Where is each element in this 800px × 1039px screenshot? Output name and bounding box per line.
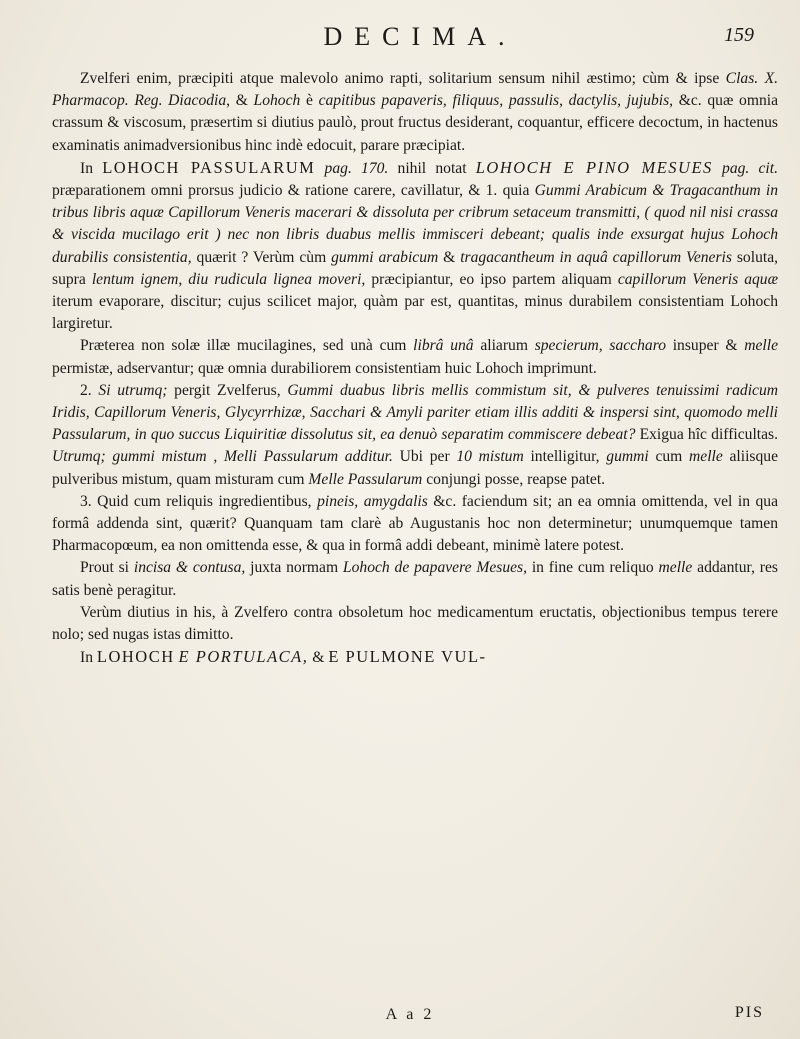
text-run: juxta normam: [245, 559, 343, 577]
paragraph-7: [52, 602, 778, 646]
text-run: E PULMONE VUL-: [328, 647, 487, 667]
text-run: E PORTULACA,: [178, 647, 309, 667]
text-run: aliisque pulveribus mistum, quam misturam cum: [52, 448, 779, 488]
text-run: Exigua hîc difficultas.: [635, 426, 778, 444]
text-run: Clas. X. Pharmacop. Reg. Diacodia: [52, 70, 778, 110]
page-header: [0, 20, 800, 60]
signature-mark: A a 2: [385, 1006, 435, 1023]
paragraph-3: [52, 335, 778, 379]
text-run: pag. 170.: [324, 159, 389, 177]
text-run: nihil notat: [388, 159, 476, 177]
text-run: conjungi posse, reapse patet.: [422, 470, 606, 488]
text-run: 2.: [80, 381, 99, 399]
text-run: insuper &: [666, 337, 745, 355]
paragraph-4: [52, 380, 778, 491]
text-run: Melle Passularum: [308, 470, 423, 488]
text-run: permistæ, adservantur; quæ omnia durabiliorem consistentiam huic Lohoch imprimunt.: [52, 359, 597, 377]
text-run: intelligitur,: [523, 448, 607, 466]
text-run: LOHOCH PASSULARUM: [102, 157, 316, 177]
text-run: pineis, amygdalis: [317, 492, 428, 510]
text-run: in fine cum reliquo: [527, 559, 659, 577]
paragraph-1: [52, 68, 778, 157]
text-run: Gummi duabus libris mellis commistum sit, & pulveres tenuissimi radicum Iridis, Capillorum Veneris, Glycyrrhizæ, Sacchari & Amyli pariter etiam illis additi & inspersi sint, quomodo melli Passularum, in quo succus Liquiritiæ dissolutus sit, ea denuò separatim commiscere debeat?: [52, 381, 779, 444]
text-run: LOHOCH E PINO MESUES: [475, 157, 713, 177]
text-run: è: [300, 92, 319, 110]
text-run: præparationem omni prorsus judicio & ratione carere, cavillatur, & 1. quia: [52, 182, 535, 200]
text-run: Lohoch: [253, 92, 301, 110]
text-run: aliarum: [473, 337, 535, 355]
text-run: pag. cit.: [722, 159, 778, 177]
paragraph-5: [52, 491, 778, 558]
text-run: melle: [658, 559, 693, 577]
text-run: melle: [689, 448, 723, 466]
text-run: In: [80, 159, 103, 177]
text-run: Verùm diutius in his, à Zvelfero contra obsoletum hoc medicamentum eructatis, objectionibus tempus terere nolo; sed nugas istas dimitto.: [52, 603, 778, 644]
text-run: iterum evaporare, discitur; cujus scilicet major, quàm par est, quantitas, minus durabilem consistentiam Lohoch largiretur.: [52, 293, 778, 333]
text-run: &: [438, 248, 461, 266]
text-run: Zvelferi enim, præcipiti atque malevolo animo rapti, solitarium sensum nihil æstimo; cùm & ipse: [80, 70, 726, 87]
text-run: [472, 448, 479, 465]
paragraph-8: [52, 646, 778, 669]
text-run: specierum, saccharo: [534, 337, 666, 355]
body-text: [52, 68, 778, 669]
text-run: cum: [648, 448, 690, 466]
page-number: 159: [724, 24, 754, 46]
text-run: incisa & contusa,: [133, 559, 246, 577]
text-run: tragacantheum in aquâ capillorum Veneris: [460, 248, 732, 266]
text-run: capillorum Veneris aquæ: [617, 270, 779, 288]
text-run: Præterea non solæ illæ mucilagines, sed unà cum: [80, 337, 414, 355]
text-run: melle: [744, 337, 778, 355]
text-run: &c. faciendum sit; an ea omnia omittenda, vel in qua formâ addenda sint, quærit? Quanquam tam clarè ab Augustanis hoc non determinetur; unumquemque tamen Pharmacopœum, ea non omittenda esse, & qua in formâ addi debeant, minimè latere potest.: [52, 492, 778, 555]
text-run: gummi: [606, 448, 649, 466]
text-run: Ubi per: [392, 448, 457, 466]
text-run: Lohoch de papavere Mesues,: [342, 559, 528, 577]
text-run: 3. Quid cum reliquis ingredientibus,: [80, 492, 318, 510]
text-run: , &: [226, 92, 254, 110]
running-head: DECIMA.: [323, 22, 517, 51]
text-run: Gummi Arabicum & Tragacanthum in tribus libris aquæ Capillorum Veneris macerari & dissoluta per cribrum setaceum transmitti, ( quod nil nisi crassa & viscida mucilago erit ) nec non libris duabus mellis immisceri debeant; qualis inde exsurgat hujus Lohoch durabilis consistentia,: [52, 182, 778, 266]
text-run: LOHOCH: [96, 647, 175, 667]
text-run: Prout si: [80, 559, 134, 577]
paragraph-2: [52, 157, 778, 336]
text-run: Utrumq; gummi mistum , Melli Passularum additur.: [52, 448, 393, 466]
text-run: præcipiantur, eo ipso partem aliquam: [365, 270, 618, 288]
text-run: Si utrumq;: [98, 381, 168, 399]
text-run: soluta, supra: [52, 248, 779, 288]
text-run: [315, 160, 324, 177]
text-run: lentum ignem, diu rudicula lignea moveri,: [91, 270, 366, 288]
text-run: mistum: [478, 448, 524, 466]
catchword: PIS: [734, 1004, 764, 1021]
text-run: gummi arabicum: [331, 248, 439, 266]
paragraph-6: [52, 557, 778, 601]
text-run: pergit Zvelferus,: [167, 381, 288, 399]
text-run: capitibus papaveris, filiquus, passulis, dactylis, jujubis,: [318, 92, 674, 110]
text-run: quærit ? Verùm cùm: [191, 248, 332, 266]
text-run: [713, 160, 722, 177]
text-run: librâ unâ: [413, 337, 474, 355]
text-run: 10: [456, 448, 472, 466]
text-run: &: [308, 649, 329, 667]
text-run: &c. quæ omnia crassum & viscosum, præsertim si diutius paulò, prout fructus desiderant, coquantur, efficere decoctum, in hactenus examinatis animadversionibus hinc indè edocuit, parare præcipiat.: [52, 92, 779, 154]
text-run: addantur, res satis benè peragitur.: [52, 559, 778, 599]
text-run: In: [80, 649, 97, 667]
